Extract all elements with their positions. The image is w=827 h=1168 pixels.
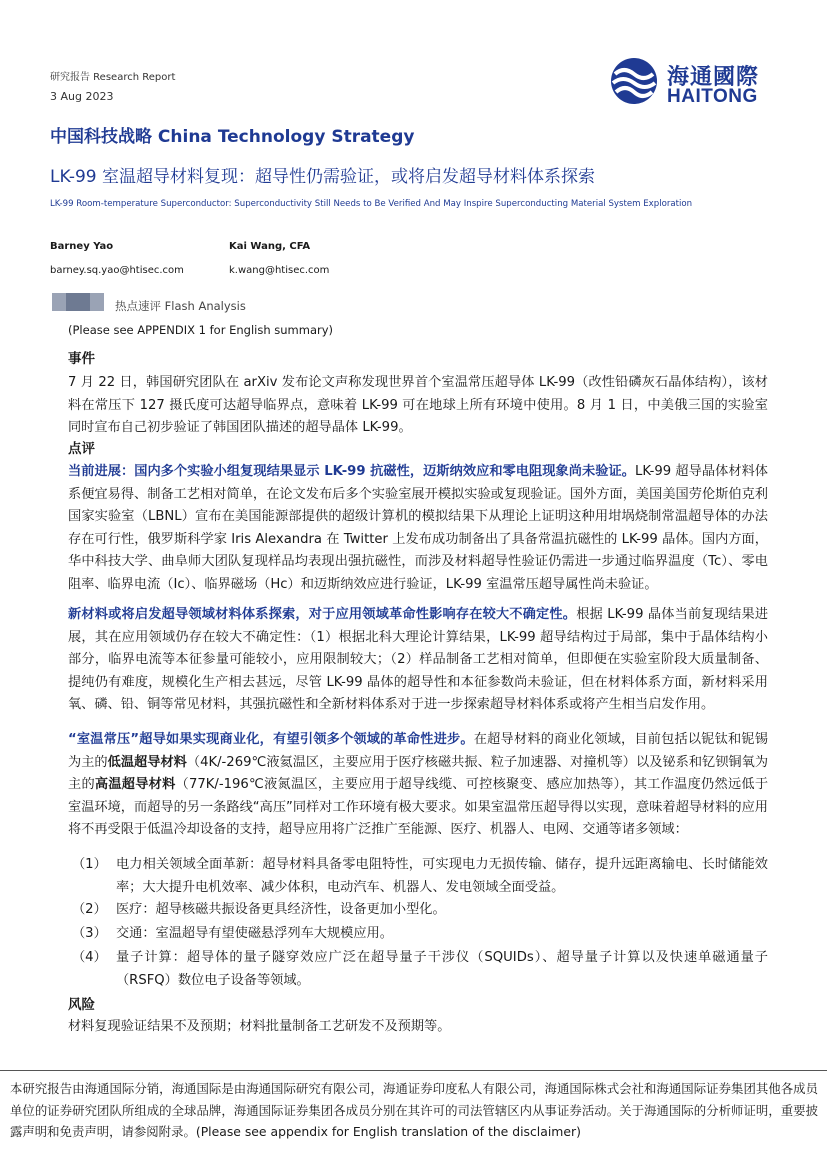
list-text: 交通：室温超导有望使磁悬浮列车大规模应用。: [116, 926, 393, 941]
paragraph-3-text-b: （4K/-269℃液氦温区，主要应用于医疗核磁共振、粒子加速器、对撞机等）以及铋系和钇钡铜氧为主的: [68, 754, 769, 792]
report-type: 研究报告 Research Report: [50, 72, 176, 83]
comment-heading: 点评: [68, 441, 95, 457]
list-text: 量子计算：超导体的量子隧穿效应广泛在超导量子干涉仪（SQUIDs）、超导量子计算以及快速单磁通量子（RSFQ）数位电子设备等领域。: [116, 950, 768, 988]
footer-divider: [0, 1070, 827, 1071]
paragraph-3-lead: “室温常压”超导如果实现商业化，有望引领多个领域的革命性进步。: [68, 732, 474, 747]
paragraph-1-lead: 当前进展：国内多个实验小组复现结果显示 LK-99 抗磁性，迈斯纳效应和零电阻现象尚未验证。: [68, 464, 635, 479]
author-1-email: barney.sq.yao@htisec.com: [50, 265, 184, 276]
list-text: 医疗：超导核磁共振设备更具经济性，设备更加小型化。: [116, 902, 446, 917]
list-number: （3）: [72, 926, 107, 941]
comment-paragraph-1: [68, 461, 768, 596]
comment-paragraph-3: [68, 729, 768, 842]
paragraph-3-text-c: （77K/-196℃液氮温区，主要应用于超导线缆、可控核聚变、感应加热等），其工作温度仍然远低于室温环境，而超导的另一条路线“高压”同样对工作环境有极大要求。如果室温常压超导得以实现，意味着超导材料的应用将不再受限于低温冷却设备的支持，超导应用将广泛推广至能源、医疗、机器人、电网、交通等诸多领域：: [68, 777, 769, 837]
risk-heading: 风险: [68, 997, 95, 1013]
series-title: 中国科技战略 China Technology Strategy: [50, 127, 415, 147]
paragraph-2-lead: 新材料或将启发超导领域材料体系探索，对于应用领域革命性影响存在较大不确定性。: [68, 607, 577, 622]
flash-analysis-label: 热点速评 Flash Analysis: [115, 299, 246, 313]
high-temp-superconductor-term: 高温超导材料: [94, 777, 176, 792]
logo-text-en: HAITONG: [667, 86, 758, 107]
paragraph-2-text: 根据 LK-99 晶体当前复现结果进展，其在应用领域仍存在较大不确定性：（1）根据北科大理论计算结果，LK-99 超导结构过于局部，集中于晶体结构小部分，临界电流等本征参量可能较小，应用限制较大；（2）样品制备工艺相对简单，但即便在实验室阶段大质量制备、提纯仍有难度，规模化生产相去甚远，尽管 LK-99 晶体的超导性和本征参数尚未验证，但在材料体系方面，新材料采用氧、磷、铅、铜等常见材料，其强抗磁性和全新材料体系对于进一步探索超导材料体系或将产生相当启发作用。: [68, 607, 769, 712]
paragraph-1-text: LK-99 超导晶体材料体系便宜易得、制备工艺相对简单，在论文发布后多个实验室展开模拟实验或复现验证。国外方面，美国美国劳伦斯伯克利国家实验室（LBNL）宣布在美国能源部提供的超级计算机的模拟结果下从理论上证明这种用坩埚烧制常温超导体的办法存在可行性，俄罗斯科学家 Iris Alexandra 在 Twitter 上发布成功制备出了具备常温抗磁性的 LK-99 晶体。国内方面，华中科技大学、曲阜师大团队复现样品均表现出强抗磁性，而涉及材料超导性验证仍需进一步通过临界温度（Tc）、零电阻率、临界电流（Ic）、临界磁场（Hc）和迈斯纳效应进行验证，LK-99 室温常压超导属性尚未验证。: [68, 464, 768, 592]
flash-analysis-badge: [52, 293, 104, 311]
disclaimer-footer: 本研究报告由海通国际分销，海通国际是由海通国际研究有限公司，海通证券印度私人有限公司，海通国际株式会社和海通国际证券集团其他各成员单位的证券研究团队所组成的全球品牌，海通国际证券集团各成员分别在其许可的司法管辖区内从事证券活动。关于海通国际的分析师证明，重要披露声明和免责声明，请参阅附录。(Please see appendix for English translation of the disclaimer): [10, 1081, 818, 1139]
list-number: （1）: [72, 857, 107, 872]
paragraph-3-text-a: 在超导材料的商业化领域，目前包括以铌钛和铌锡为主的: [68, 732, 768, 770]
risk-paragraph: 材料复现验证结果不及预期；材料批量制备工艺研发不及预期等。: [68, 1019, 451, 1034]
author-2-email: k.wang@htisec.com: [229, 265, 330, 276]
report-title-cn: LK-99 室温超导材料复现：超导性仍需验证，或将启发超导材料体系探索: [50, 167, 596, 187]
report-date: 3 Aug 2023: [50, 90, 114, 103]
logo-text-cn: 海通國際: [667, 65, 760, 90]
appendix-note: (Please see APPENDIX 1 for English summary): [68, 323, 334, 337]
author-2-name: Kai Wang, CFA: [229, 241, 311, 252]
list-text: 电力相关领域全面革新：超导材料具备零电阻特性，可实现电力无损传输、储存，提升远距离输电、长时储能效率；大大提升电机效率、减少体积，电动汽车、机器人、发电领域全面受益。: [116, 857, 768, 895]
haitong-logo-icon: [607, 56, 661, 106]
comment-paragraph-2: [68, 604, 768, 717]
list-number: （4）: [72, 950, 107, 965]
low-temp-superconductor-term: 低温超导材料: [107, 754, 187, 770]
event-paragraph: 7 月 22 日，韩国研究团队在 arXiv 发布论文声称发现世界首个室温常压超导体 LK-99（改性铅磷灰石晶体结构），该材料在常压下 127 摄氏度可达超导临界点，意味着 LK-99 可在地球上所有环境中使用。8 月 1 日，中美俄三国的实验室同时宣布自己初步验证了韩国团队描述的超导晶体 LK-99。: [68, 375, 768, 435]
report-title-en: LK-99 Room-temperature Superconductor: Superconductivity Still Needs to Be Verified And May Inspire Superconducting Material System Exploration: [50, 199, 693, 209]
haitong-logo: [607, 56, 773, 106]
list-number: （2）: [72, 902, 107, 917]
event-heading: 事件: [68, 351, 95, 367]
author-1-name: Barney Yao: [50, 241, 114, 252]
